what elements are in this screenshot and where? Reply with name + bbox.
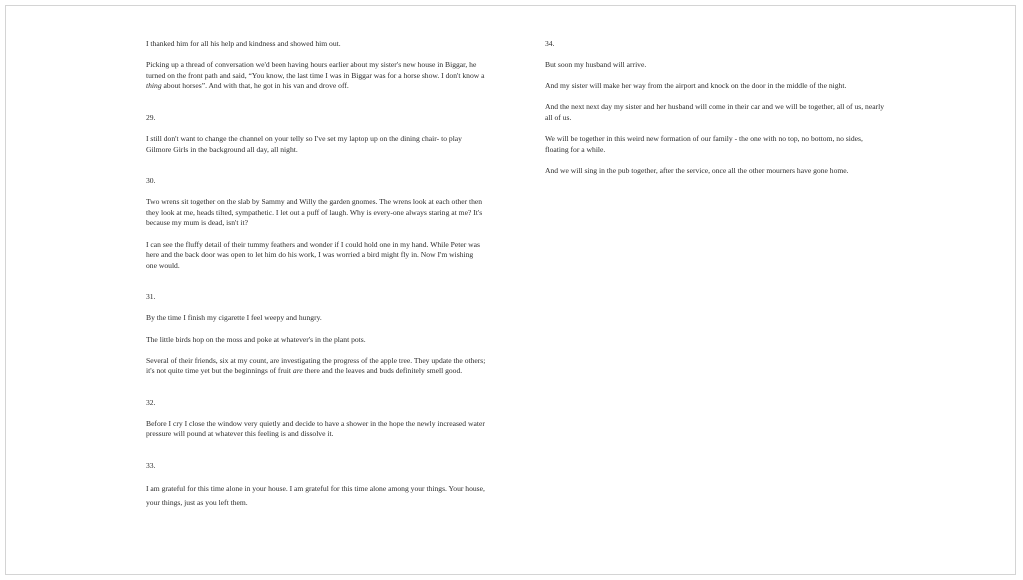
paragraph: And the next next day my sister and her husband will come in their car and we will be together, all of us, nearly all of us. <box>545 102 884 122</box>
emphasis-text: thing <box>146 81 162 91</box>
section-number-31: 31. <box>146 292 156 302</box>
paragraph: By the time I finish my cigarette I feel weepy and hungry. <box>146 313 322 323</box>
section-number-34: 34. <box>545 39 555 48</box>
paragraph-text: Several of their friends, six at my count, are investigating the progress of the apple tree. They update the others; it's not quite time yet but the beginnings of fruit <box>146 355 486 376</box>
paragraph: And my sister will make her way from the airport and knock on the door in the middle of the night. <box>545 81 847 91</box>
section-number-32: 32. <box>146 397 156 407</box>
paragraph: Before I cry I close the window very quietly and decide to have a shower in the hope the newly increased water pressure will pound at whatever this feeling is and dissolve it. <box>146 418 485 439</box>
paragraph-text: about horses”. And with that, he got in his van and drove off. <box>161 81 349 91</box>
paragraph: Two wrens sit together on the slab by Sammy and Willy the garden gnomes. The wrens look at each other then they look at me, heads tilted, sympathetic. I let out a puff of laugh. Why is every-one always staring at me? It's because my mum is dead, isn't it? <box>146 197 483 228</box>
emphasis-text: are <box>292 366 303 376</box>
paragraph: I thanked him for all his help and kindness and showed him out. <box>146 39 341 48</box>
paragraph-text: Picking up a thread of conversation we'd been having hours earlier about my sister's new house in Biggar, he turned on the front path and said, “You know, the last time I was in Biggar was for a horse show. I don't know a <box>146 60 485 80</box>
section-number-29: 29. <box>146 112 156 122</box>
right-page-column <box>545 39 885 187</box>
paragraph: I can see the fluffy detail of their tummy feathers and wonder if I could hold one in my hand. While Peter was here and the back door was open to let him do his work, I was worried a bird might fly in. Now I'm wishing one would. <box>146 239 480 270</box>
paragraph-text: there and the leaves and buds definitely smell good. <box>302 366 463 376</box>
paragraph: But soon my husband will arrive. <box>545 60 647 70</box>
paragraph: I still don't want to change the channel on your telly so I've set my laptop up on the dining chair- to play Gilmore Girls in the background all day, all night. <box>146 133 462 154</box>
left-page-column <box>146 39 486 520</box>
section-number-30: 30. <box>146 176 156 186</box>
paragraph: We will be together in this weird new formation of our family - the one with no top, no bottom, no sides, floating for a while. <box>545 133 863 154</box>
paragraph: I am grateful for this time alone in your house. I am grateful for this time alone among your things. Your house, your things, just as you left them. <box>146 484 485 507</box>
paragraph: The little birds hop on the moss and poke at whatever's in the plant pots. <box>146 334 366 344</box>
paragraph <box>146 60 486 92</box>
paragraph: And we will sing in the pub together, after the service, once all the other mourners have gone home. <box>545 165 849 175</box>
document-spread <box>5 5 1016 575</box>
section-number-33: 33. <box>146 461 156 471</box>
paragraph <box>146 356 486 377</box>
